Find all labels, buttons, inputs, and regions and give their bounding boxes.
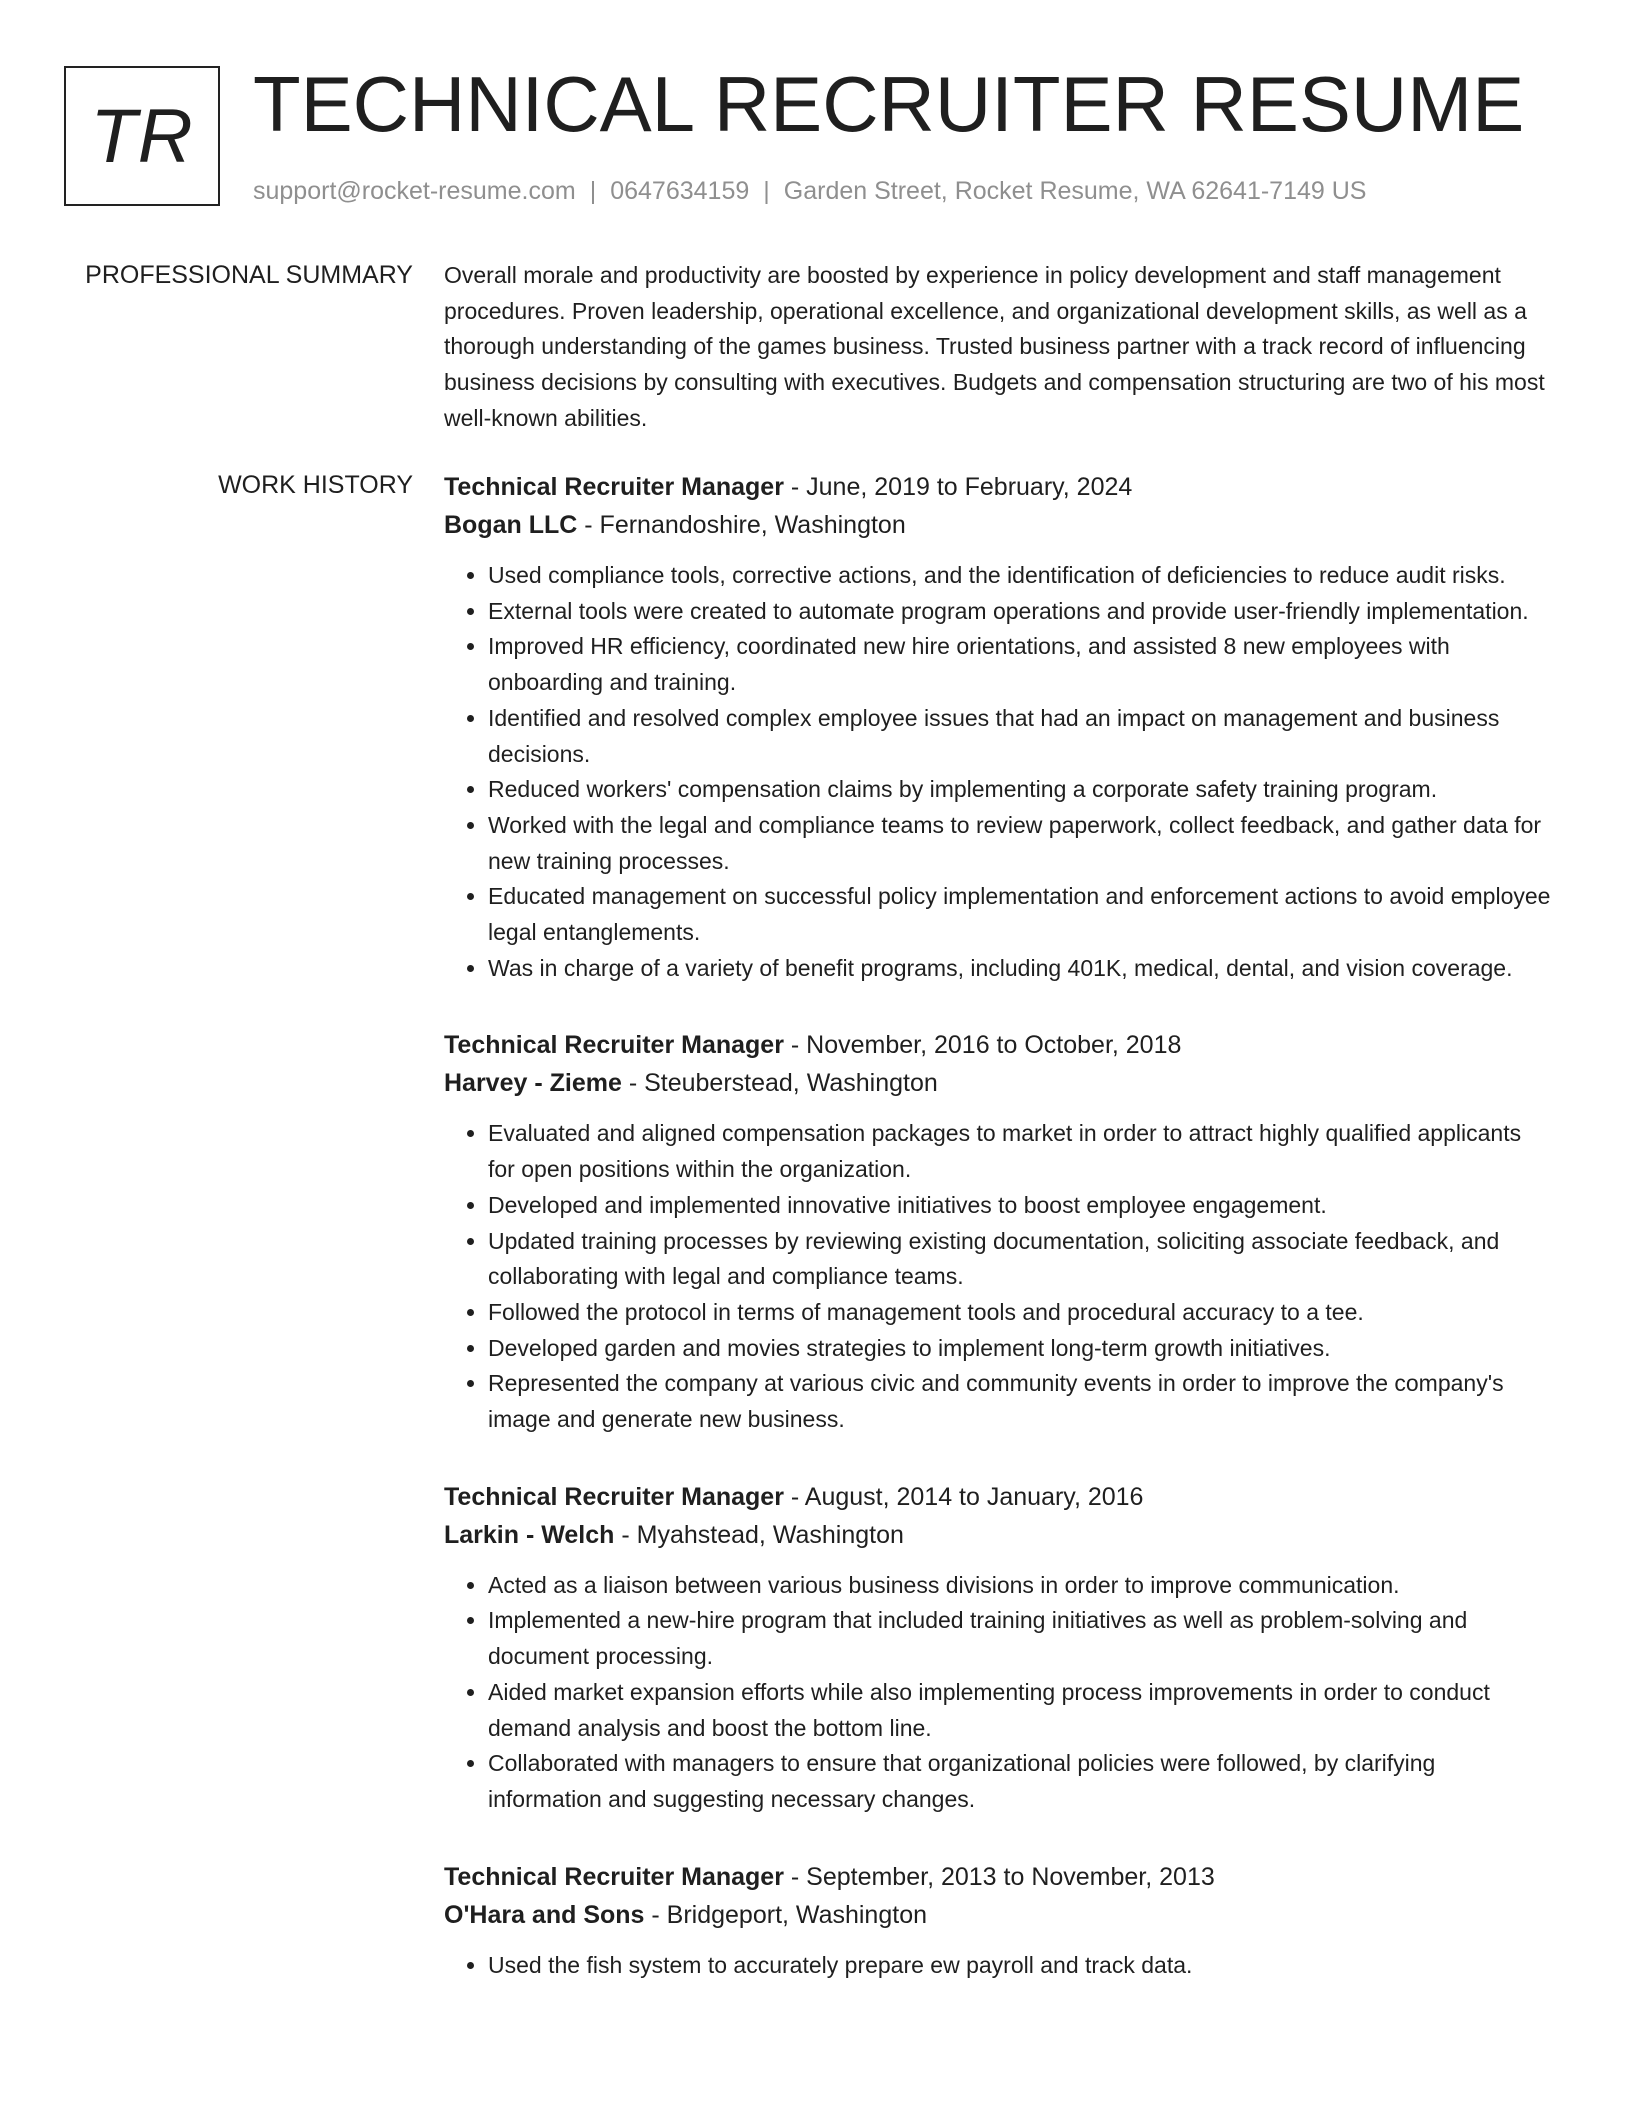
- job-location: - Steuberstead, Washington: [621, 1069, 938, 1098]
- job-bullet: • Identified and resolved complex employee issues that had an impact on management and business decisions.: [488, 701, 1554, 772]
- summary-section-label: PROFESSIONAL SUMMARY: [85, 261, 413, 289]
- job-entry: [444, 1858, 1554, 1984]
- job-bullets: [444, 558, 1554, 986]
- job-dates: - September, 2013 to November, 2013: [783, 1862, 1215, 1891]
- job-entry: [444, 468, 1554, 986]
- job-bullet: • Developed garden and movies strategies to implement long-term growth initiatives.: [488, 1331, 1554, 1367]
- job-bullet: • Followed the protocol in terms of management tools and procedural accuracy to a tee.: [488, 1295, 1554, 1331]
- job-company-line: [444, 506, 1554, 544]
- job-title-line: [444, 1026, 1554, 1064]
- job-title-line: [444, 1858, 1554, 1896]
- job-dates: - August, 2014 to January, 2016: [783, 1482, 1144, 1511]
- job-bullets: [444, 1948, 1554, 1984]
- job-bullet: • Evaluated and aligned compensation packages to market in order to attract highly qualified applicants for open positions within the organization.: [488, 1116, 1554, 1187]
- contact-address: Garden Street, Rocket Resume, WA 62641-7149 US: [783, 177, 1367, 205]
- job-bullet: • External tools were created to automate program operations and provide user-friendly implementation.: [488, 594, 1554, 630]
- job-bullet: • Acted as a liaison between various business divisions in order to improve communication.: [488, 1568, 1554, 1604]
- job-bullet: • Used the fish system to accurately prepare ew payroll and track data.: [488, 1948, 1554, 1984]
- job-company-line: [444, 1064, 1554, 1102]
- job-company: Harvey - Zieme: [444, 1069, 622, 1098]
- job-bullets: [444, 1568, 1554, 1818]
- job-bullet: • Updated training processes by reviewing existing documentation, soliciting associate feedback, and collaborating with legal and compliance teams.: [488, 1224, 1554, 1295]
- job-bullet: • Educated management on successful policy implementation and enforcement actions to avoid employee legal entanglements.: [488, 879, 1554, 950]
- job-dates: - June, 2019 to February, 2024: [783, 473, 1133, 501]
- job-title: Technical Recruiter Manager: [444, 473, 784, 501]
- summary-text: Overall morale and productivity are boosted by experience in policy development and staff management procedures. Proven leadership, operational excellence, and organizational development skills, as well as a thorough understanding of the games business. Trusted business partner with a track record of influencing business decisions by consulting with executives. Budgets and compensation structuring are two of his most well-known abilities.: [444, 262, 1545, 431]
- work-history-list: [444, 468, 1554, 2023]
- job-bullet: • Collaborated with managers to ensure that organizational policies were followed, by clarifying information and suggesting necessary changes.: [488, 1746, 1554, 1817]
- resume-title: TECHNICAL RECRUITER RESUME: [253, 60, 1525, 148]
- job-company-line: [444, 1516, 1554, 1554]
- job-title: Technical Recruiter Manager: [444, 1031, 784, 1060]
- job-title: Technical Recruiter Manager: [444, 1482, 784, 1511]
- job-bullet: • Implemented a new-hire program that included training initiatives as well as problem-solving and document processing.: [488, 1603, 1554, 1674]
- job-bullet: • Aided market expansion efforts while also implementing process improvements in order to conduct demand analysis and boost the bottom line.: [488, 1675, 1554, 1746]
- job-entry: [444, 1478, 1554, 1818]
- job-bullet: • Used compliance tools, corrective actions, and the identification of deficiencies to reduce audit risks.: [488, 558, 1554, 594]
- job-location: - Bridgeport, Washington: [644, 1900, 927, 1929]
- job-bullets: [444, 1116, 1554, 1437]
- job-title-line: [444, 468, 1554, 506]
- job-bullet: • Was in charge of a variety of benefit programs, including 401K, medical, dental, and vision coverage.: [488, 951, 1554, 987]
- contact-separator: |: [763, 177, 770, 205]
- job-company: Bogan LLC: [444, 511, 578, 539]
- job-bullet: • Worked with the legal and compliance teams to review paperwork, collect feedback, and gather data for new training processes.: [488, 808, 1554, 879]
- work-history-section-label: WORK HISTORY: [218, 471, 413, 499]
- contact-line: [253, 174, 1366, 208]
- job-company: O'Hara and Sons: [444, 1900, 645, 1929]
- contact-email[interactable]: support@rocket-resume.com: [253, 177, 576, 205]
- job-location: - Myahstead, Washington: [614, 1520, 904, 1549]
- job-entry: [444, 1026, 1554, 1437]
- job-company: Larkin - Welch: [444, 1520, 615, 1549]
- job-title: Technical Recruiter Manager: [444, 1862, 784, 1891]
- job-bullet: • Reduced workers' compensation claims by implementing a corporate safety training program.: [488, 772, 1554, 808]
- job-bullet: • Represented the company at various civic and community events in order to improve the company's image and generate new business.: [488, 1366, 1554, 1437]
- contact-separator: |: [589, 177, 597, 205]
- job-bullet: • Developed and implemented innovative initiatives to boost employee engagement.: [488, 1188, 1554, 1224]
- contact-phone[interactable]: 0647634159: [610, 177, 750, 205]
- job-title-line: [444, 1478, 1554, 1516]
- job-dates: - November, 2016 to October, 2018: [783, 1031, 1182, 1060]
- job-location: - Fernandoshire, Washington: [577, 511, 906, 539]
- monogram-logo: TR: [64, 66, 220, 206]
- job-company-line: [444, 1896, 1554, 1934]
- job-bullet: • Improved HR efficiency, coordinated new hire orientations, and assisted 8 new employees with onboarding and training.: [488, 629, 1554, 700]
